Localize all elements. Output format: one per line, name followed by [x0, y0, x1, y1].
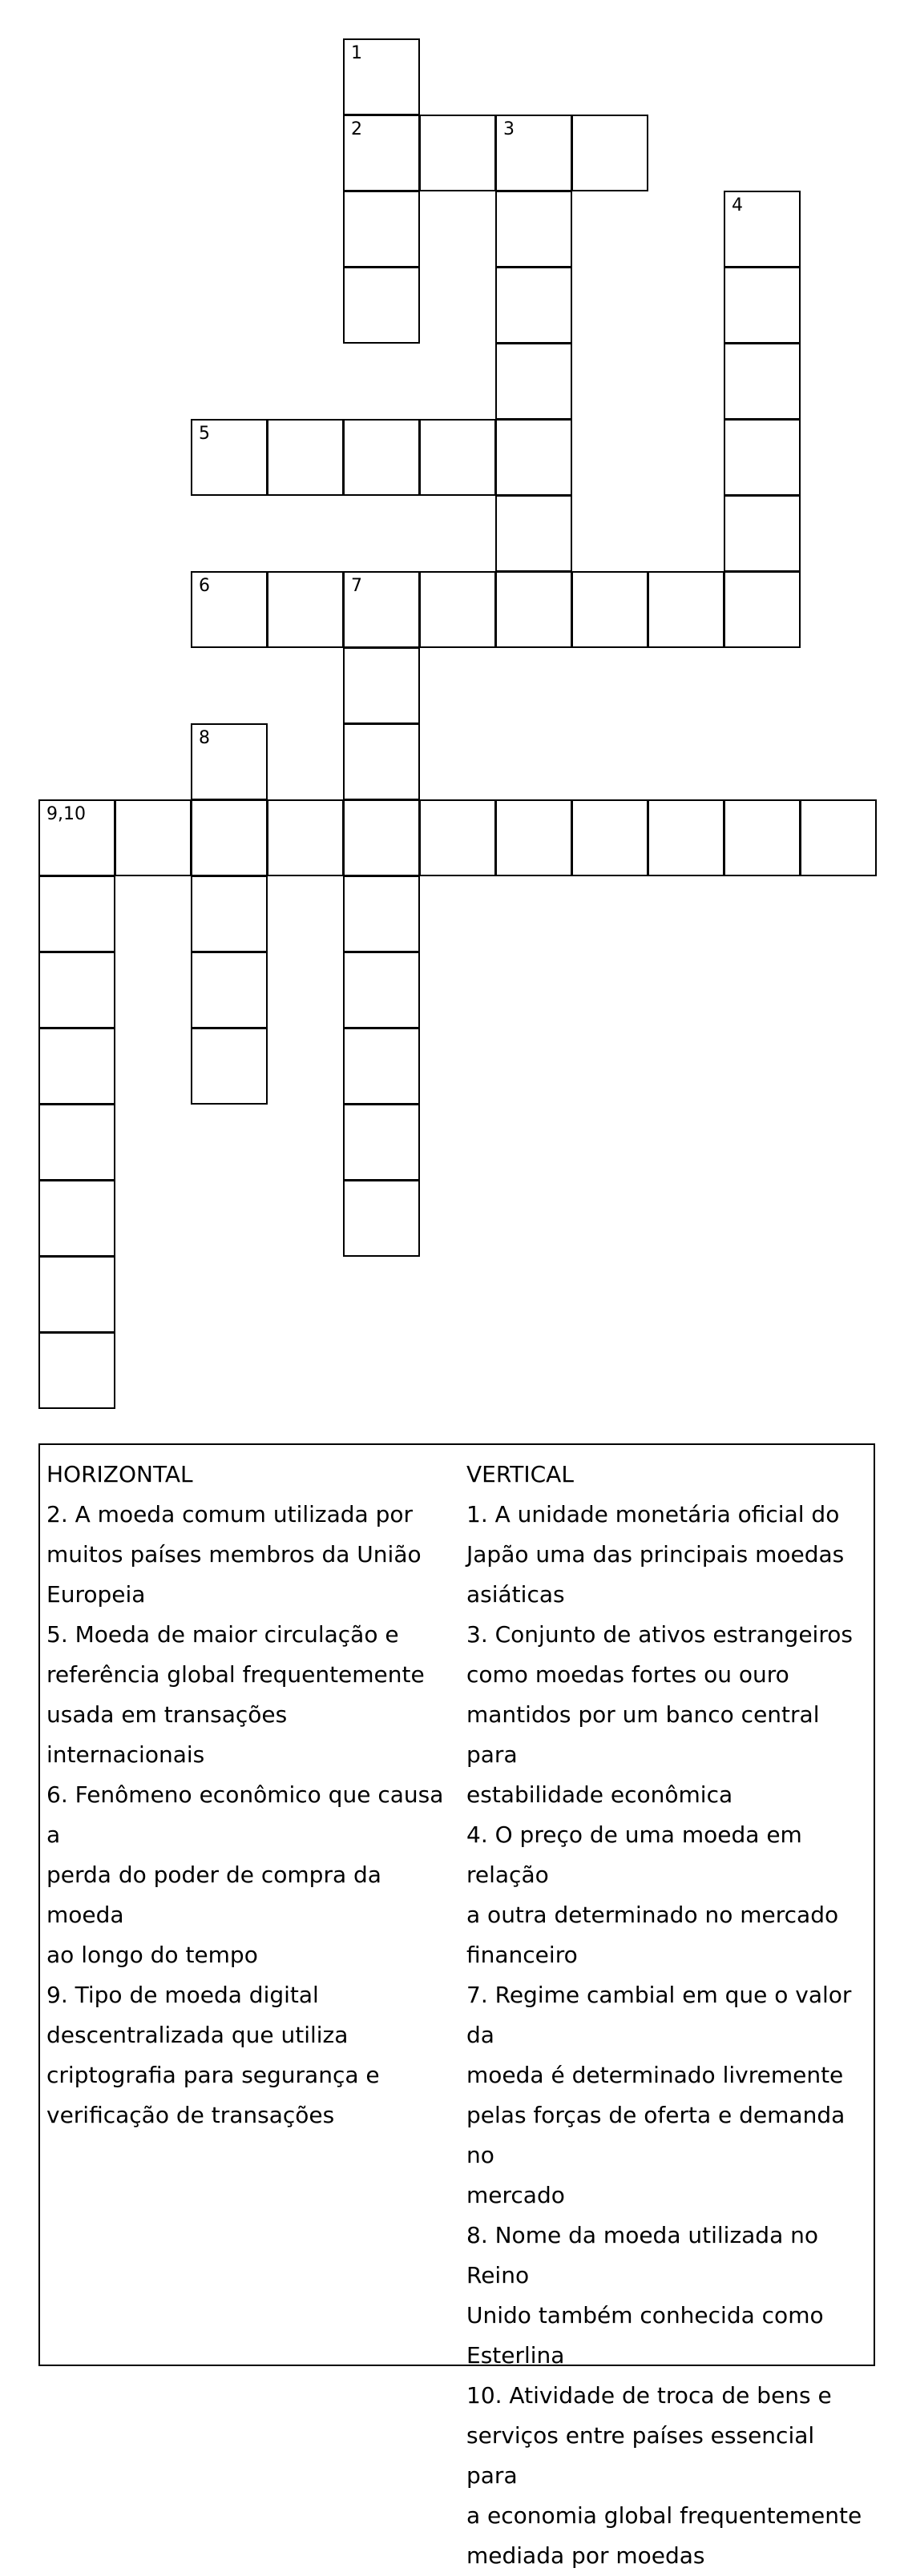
crossword-cell[interactable] — [343, 799, 420, 876]
crossword-cell[interactable] — [419, 571, 496, 648]
cell-number: 4 — [732, 195, 743, 215]
crossword-cell[interactable] — [343, 267, 420, 344]
cell-number: 2 — [351, 119, 362, 139]
cell-number: 7 — [351, 576, 362, 596]
crossword-cell[interactable] — [38, 1104, 115, 1181]
crossword-cell[interactable] — [38, 875, 115, 952]
crossword-cell[interactable] — [724, 343, 801, 420]
clue-line: 7. Regime cambial em que o valor da — [466, 1982, 852, 2048]
crossword-cell[interactable] — [191, 723, 268, 800]
crossword-cell[interactable] — [343, 38, 420, 115]
crossword-cell[interactable] — [724, 267, 801, 344]
crossword-cell[interactable] — [343, 115, 420, 191]
cell-number: 1 — [351, 43, 362, 63]
crossword-cell[interactable] — [495, 267, 572, 344]
cell-number: 6 — [199, 576, 210, 596]
crossword-cell[interactable] — [724, 799, 801, 876]
crossword-cell[interactable] — [191, 571, 268, 648]
clue-line: perda do poder de compra da moeda — [46, 1862, 381, 1928]
clues-vertical-heading: VERTICAL — [466, 1461, 574, 1487]
crossword-cell[interactable] — [495, 191, 572, 268]
clues-horizontal-heading: HORIZONTAL — [46, 1461, 193, 1487]
clue-line: descentralizada que utiliza — [46, 2022, 349, 2048]
crossword-cell[interactable] — [191, 875, 268, 952]
crossword-cell[interactable] — [343, 723, 420, 800]
clue-line: mediada por moedas — [466, 2542, 705, 2569]
clues-vertical — [466, 1455, 871, 2576]
crossword-cell[interactable] — [191, 799, 268, 876]
clue-line: 6. Fenômeno econômico que causa a — [46, 1781, 444, 1848]
cell-number: 8 — [199, 728, 210, 748]
crossword-cell[interactable] — [267, 419, 344, 496]
crossword-cell[interactable] — [343, 1028, 420, 1105]
clues-vertical-list — [466, 1495, 871, 2576]
clue-line: ao longo do tempo — [46, 1942, 258, 1968]
cell-number: 5 — [199, 424, 210, 444]
crossword-cell[interactable] — [191, 952, 268, 1028]
crossword-cell[interactable] — [343, 1104, 420, 1181]
clue-line: Japão uma das principais moedas — [466, 1541, 845, 1568]
clue-line: mantidos por um banco central para — [466, 1701, 820, 1768]
clue-line: 4. O preço de uma moeda em relação — [466, 1821, 802, 1888]
clue-line: 3. Conjunto de ativos estrangeiros — [466, 1621, 853, 1648]
crossword-cell[interactable] — [38, 1256, 115, 1333]
crossword-cell[interactable] — [343, 952, 420, 1028]
clues-box — [38, 1443, 875, 2569]
crossword-cell[interactable] — [38, 952, 115, 1028]
clue-line: Unido também conhecida como — [466, 2302, 824, 2328]
crossword-cell[interactable] — [495, 343, 572, 420]
crossword-cell[interactable] — [191, 1028, 268, 1105]
clue-line: financeiro — [466, 1942, 578, 1968]
cell-number: 9,10 — [46, 804, 86, 824]
crossword-cell[interactable] — [571, 799, 648, 876]
crossword-cell[interactable] — [343, 1180, 420, 1257]
crossword-cell[interactable] — [38, 1028, 115, 1105]
clue-line: a outra determinado no mercado — [466, 1902, 839, 1928]
clue-line: Europeia — [46, 1581, 146, 1608]
crossword-cell[interactable] — [38, 799, 115, 876]
clue-line: 10. Atividade de troca de bens e — [466, 2382, 832, 2409]
crossword-cell[interactable] — [343, 571, 420, 648]
crossword-cell[interactable] — [343, 191, 420, 268]
crossword-cell[interactable] — [419, 115, 496, 191]
crossword-cell[interactable] — [419, 419, 496, 496]
crossword-cell[interactable] — [343, 647, 420, 724]
clue-line: Esterlina — [466, 2342, 565, 2369]
clue-line: mercado — [466, 2182, 565, 2208]
crossword-cell[interactable] — [724, 571, 801, 648]
crossword-cell[interactable] — [571, 115, 648, 191]
clue-line: como moedas fortes ou ouro — [466, 1661, 789, 1688]
crossword-cell[interactable] — [495, 799, 572, 876]
crossword-cell[interactable] — [495, 571, 572, 648]
crossword-cell[interactable] — [495, 495, 572, 572]
crossword-cell[interactable] — [648, 571, 724, 648]
crossword-cell[interactable] — [343, 419, 420, 496]
clue-line: 1. A unidade monetária oficial do — [466, 1501, 840, 1527]
crossword-cell[interactable] — [343, 875, 420, 952]
clue-line: pelas forças de oferta e demanda no — [466, 2102, 845, 2168]
crossword-cell[interactable] — [724, 191, 801, 268]
clue-line: referência global frequentemente — [46, 1661, 425, 1688]
crossword-cell[interactable] — [191, 419, 268, 496]
clue-line: criptografia para segurança e — [46, 2062, 380, 2088]
crossword-cell[interactable] — [724, 495, 801, 572]
clue-line: serviços entre países essencial para — [466, 2422, 815, 2489]
crossword-cell[interactable] — [38, 1180, 115, 1257]
crossword-cell[interactable] — [267, 571, 344, 648]
cell-number: 3 — [503, 119, 515, 139]
crossword-cell[interactable] — [724, 419, 801, 496]
crossword-cell[interactable] — [648, 799, 724, 876]
crossword-cell[interactable] — [419, 799, 496, 876]
clue-line: 9. Tipo de moeda digital — [46, 1982, 319, 2008]
crossword-cell[interactable] — [267, 799, 344, 876]
clue-line: asiáticas — [466, 1581, 565, 1608]
clue-line: estabilidade econômica — [466, 1781, 733, 1808]
crossword-cell[interactable] — [800, 799, 877, 876]
clue-line: verificação de transações — [46, 2102, 335, 2128]
clue-line: muitos países membros da União — [46, 1541, 422, 1568]
clue-line: 8. Nome da moeda utilizada no Reino — [466, 2222, 819, 2288]
clue-line: 5. Moeda de maior circulação e — [46, 1621, 399, 1648]
clue-line: moeda é determinado livremente — [466, 2062, 844, 2088]
clue-line: a economia global frequentemente — [466, 2502, 862, 2529]
crossword-cell[interactable] — [38, 1332, 115, 1409]
crossword-cell[interactable] — [495, 115, 572, 191]
clue-line: usada em transações internacionais — [46, 1701, 288, 1768]
clue-line: 2. A moeda comum utilizada por — [46, 1501, 414, 1527]
crossword-cell[interactable] — [571, 571, 648, 648]
crossword-cell[interactable] — [495, 419, 572, 496]
crossword-cell[interactable] — [115, 799, 192, 876]
clues-horizontal-list — [46, 1495, 447, 2135]
clues-horizontal — [46, 1455, 447, 2135]
